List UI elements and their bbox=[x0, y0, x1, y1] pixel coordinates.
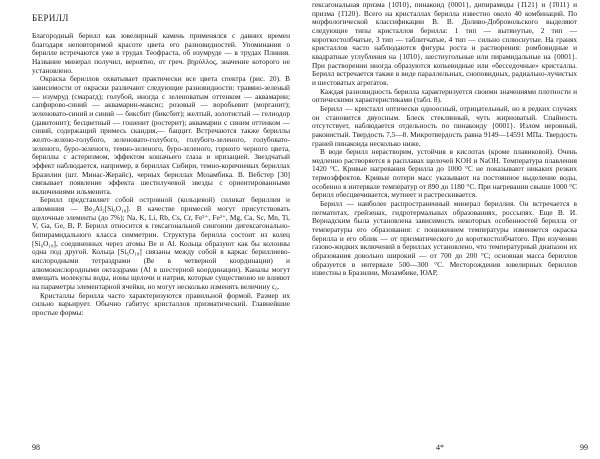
paragraph: Берилл представляет собой островной (кольцевой) силикат бериллия и алюминия — Be₃Al₂[Si₆O₁₈]. В качестве примесей могут присутствовать щелочные элементы (до 7%); Na, K, Li, Rb, Cs, Cr, Fe³⁺, Fe²⁺, Mg, Ca, Sc, Mn, Ti, V, Ga, Ge, B, P. Берилл относится к гексагональной сингонии дигексагонально-бипирамидального класса симметрии. Структура берилла состоит из колец [Si₆O₁₈], соединенных через атомы Be и Al. Кольца образуют как бы колонны одна под другой. Кольца [Si₆O₁₈] связаны между собой в каркас бериллиево-кислородными тетраэдрами (Be в четверной координации) и алюмокислородными октаэдрами (Al в шестерной координации). Каналы могут вмещать молекулы воды, ионы щелочи и натрия, которые существенно не влияют на параметры элементарной ячейки, но могут несколько изменять величину c₀. bbox=[32, 195, 290, 292]
paragraph: Благородный берилл как ювелирный камень применялся с давних времен благодаря неповторимой красоте цвета его разновидностей. Упоминания о берилле встречаются уже в трудах Теофраста, об изумруде — в трудах Плиния. Название минерал получил, вероятно, от греч. βηρύλλος, значение которого не установлено. bbox=[32, 31, 290, 75]
paragraph: Берилл — кристалл оптически одноосный, отрицательный, но в редких случаях он становится двуосным. Блеск стеклянный, чуть жирноватый. Спайность отсутствует, наблюдается отдельность по пинакоиду {0001}. Излом неровный, раковистый. Твердость 7,5—8. Микротвердость равна 9149—14591 МПа. Твердость граней пинакоида несколько ниже. bbox=[312, 103, 577, 148]
right-page-text bbox=[312, 1, 577, 278]
paragraph: Берилл — наиболее распространенный минерал бериллия. Он встречается в пегматитах, грейзенах, гидротермальных образованиях, россыпях. Еще В. И. Вернадским была установлена зависимость некоторых особенностей берилла от температуры его образования: с понижением температуры изменяется окраска берилла и его облик — от призматического до короткостолбчатого. При изучении газово-жидких включений в бериллах установлено, что температурный диапазон их образования довольно широкий — от 700 до 200 °C; основная масса бериллов образуется в интервале 500—300 °C. Месторождения ювелирных бериллов известны в Бразилии, Мозамбике, ЮАР, bbox=[312, 199, 577, 278]
left-page-text bbox=[32, 32, 290, 318]
paragraph: Окраска бериллов охватывает практически все цвета спектра (рис. 20). В зависимости от окраски различают следующие разновидности: травяно-зеленый — изумруд (смарагд); голубой, иногда с зеленоватым оттенком — аквамарин; сапфирово-синий — аквамарин-максис; розовый — воробьевит (морганит); зеленовато-синий и синий — бикcбит (биксбит); желтый, золотистый — гелиодор (давитонит); бесцветный — гошенит (ростерит); аквамарин с синим оттенком — синий, содержащий примесь скандия,— баццит. Встречаются также бериллы желто-зелено-голубого, зеленовато-голубого, голубого-зеленого, голубовато-зеленого, буро-зеленого, темно-зеленого, буро-зеленого, горного черного цвета, бериллы с астеризмом, эффектом кошачьего глаза и иризацией. Звездчатый эффект наблюдается, например, в бериллах Сибири, темно-коричневых бериллах Бразилии (шт. Минас-Жерайс), черных бериллах Мозамбика. В. Вебстер [30] связывает появление эффекта шестилучевой звезды с ориентированными включениями ильменита. bbox=[32, 74, 290, 196]
page-number-right: 99 bbox=[580, 443, 588, 452]
page-number-left: 98 bbox=[32, 443, 40, 452]
paragraph: гексагональная призма {10̄10}, пинакоид {0001}, дипирамиды {1̄121} и {1̄011} и призма {1̄120}. Всего на кристаллах берилла известно около 40 комбинаций. По морфологической классификации В. В. Доливо-Добровольского выделяют следующие типы кристаллов берилла: 1 тип — вытянутые, 2 тип — короткостолбчатые, 3 тип — таблитчатые, 4 тип — сильно сплюснутые. На гранях кристаллов часто наблюдаются фигуры роста и растворения: ромбовидные и квадратные углубления на {10̄10}, шестиугольные или пирамидальные на {0001}. При растворении иногда образуются копьевидные или «бесседочные» кристаллы. Берилл встречается также в виде параллельных, сноповидных, радиально-лучистых и шестоватых агрегатов. bbox=[312, 0, 577, 87]
paragraph: Кристаллы берилла часто характеризуются правильной формой. Размер их сильно варьирует. Обычно габитус кристаллов призматический. Главнейшие простые формы: bbox=[32, 290, 290, 317]
paragraph: В воде берилл нерастворим, устойчив в кислотах (кроме плавиковой). Очень медленно растворяется в расплавах щелочей KOH и NaOH. Температура плавления 1420 °C. Кривые нагревания берилла до 1000 °C не показывают никаких резких термоэффектов. Кривые потери масс указывают на постоянное выделение воды, особенно в интервале температур от 890 до 1180 °C. При нагревании свыше 1000 °C берилл обесцвечивается, мутнеет и растрескивается. bbox=[312, 147, 577, 200]
running-head: БЕРИЛЛ bbox=[32, 13, 69, 23]
paragraph: Каждая разновидность берилла характеризуется своими значениями плотности и оптическими характеристиками (табл. 8). bbox=[312, 86, 577, 105]
footnote-mark: 4* bbox=[436, 443, 444, 452]
